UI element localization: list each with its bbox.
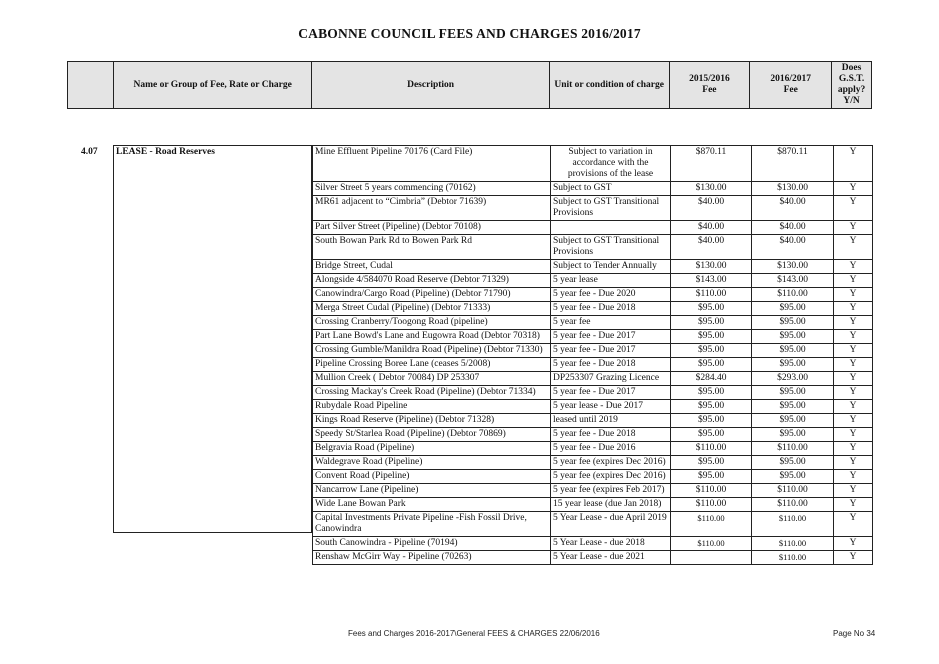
row-fee-prev: $95.00 <box>671 302 752 316</box>
row-unit: 5 year fee - Due 2017 <box>551 330 671 344</box>
table-row <box>313 182 873 196</box>
row-description: Crossing Gumble/Manildra Road (Pipeline) (Debtor 71330) <box>313 344 551 358</box>
table-row <box>313 537 873 551</box>
row-unit: 5 year fee - Due 2016 <box>551 442 671 456</box>
row-fee-prev: $143.00 <box>671 274 752 288</box>
table-row <box>313 344 873 358</box>
row-gst: Y <box>834 288 873 302</box>
row-fee-curr: $110.00 <box>752 537 834 551</box>
table-row <box>313 456 873 470</box>
row-description: Mine Effluent Pipeline 70176 (Card File) <box>313 146 551 182</box>
row-fee-prev: $870.11 <box>671 146 752 182</box>
row-fee-curr: $95.00 <box>752 302 834 316</box>
row-fee-curr: $95.00 <box>752 358 834 372</box>
row-unit: Subject to GST <box>551 182 671 196</box>
row-fee-prev: $95.00 <box>671 456 752 470</box>
row-description: Kings Road Reserve (Pipeline) (Debtor 71328) <box>313 414 551 428</box>
table-row <box>313 484 873 498</box>
row-gst: Y <box>834 414 873 428</box>
table-row <box>313 442 873 456</box>
row-fee-curr: $143.00 <box>752 274 834 288</box>
row-fee-prev: $95.00 <box>671 386 752 400</box>
row-unit: 15 year lease (due Jan 2018) <box>551 498 671 512</box>
row-fee-prev: $110.00 <box>671 498 752 512</box>
row-unit: 5 year fee - Due 2018 <box>551 358 671 372</box>
table-row <box>313 196 873 221</box>
row-unit: 5 Year Lease - due 2021 <box>551 551 671 565</box>
row-description: Mullion Creek ( Debtor 70084) DP 253307 <box>313 372 551 386</box>
row-gst: Y <box>834 537 873 551</box>
header-gst-label: Does G.S.T. apply? Y/N <box>837 63 866 106</box>
row-fee-prev: $95.00 <box>671 400 752 414</box>
row-fee-prev: $130.00 <box>671 260 752 274</box>
row-gst: Y <box>834 358 873 372</box>
row-fee-curr: $130.00 <box>752 182 834 196</box>
row-description: Silver Street 5 years commencing (70162) <box>313 182 551 196</box>
table-row <box>313 358 873 372</box>
table-row <box>313 386 873 400</box>
row-unit: 5 year fee (expires Dec 2016) <box>551 470 671 484</box>
row-gst: Y <box>834 182 873 196</box>
row-gst: Y <box>834 512 873 537</box>
row-unit: 5 year lease - Due 2017 <box>551 400 671 414</box>
row-description: Waldegrave Road (Pipeline) <box>313 456 551 470</box>
table-row <box>313 512 873 537</box>
row-fee-prev: $95.00 <box>671 330 752 344</box>
row-fee-prev: $110.00 <box>671 537 752 551</box>
footer-path: Fees and Charges 2016-2017\General FEES & CHARGES 22/06/2016 <box>348 629 600 638</box>
row-gst: Y <box>834 551 873 565</box>
section-number: 4.07 <box>81 147 98 157</box>
row-fee-curr: $95.00 <box>752 456 834 470</box>
row-description: Crossing Mackay's Creek Road (Pipeline) (Debtor 71334) <box>313 386 551 400</box>
row-gst: Y <box>834 274 873 288</box>
table-row <box>313 221 873 235</box>
table-row <box>313 330 873 344</box>
header-description-label: Description <box>407 79 455 90</box>
row-unit: 5 year fee (expires Feb 2017) <box>551 484 671 498</box>
row-fee-prev: $95.00 <box>671 428 752 442</box>
row-fee-curr: $95.00 <box>752 470 834 484</box>
row-gst: Y <box>834 221 873 235</box>
row-description: Pipeline Crossing Boree Lane (ceases 5/2008) <box>313 358 551 372</box>
row-unit: 5 year fee (expires Dec 2016) <box>551 456 671 470</box>
row-unit: 5 year lease <box>551 274 671 288</box>
row-gst: Y <box>834 386 873 400</box>
row-fee-prev: $95.00 <box>671 316 752 330</box>
table-row <box>313 146 873 182</box>
row-gst: Y <box>834 330 873 344</box>
header-unit <box>550 62 670 108</box>
table-row <box>313 428 873 442</box>
row-fee-curr: $110.00 <box>752 288 834 302</box>
table-row <box>313 372 873 386</box>
header-fee-prev-label: 2015/2016 Fee <box>689 74 730 95</box>
row-fee-curr: $95.00 <box>752 330 834 344</box>
row-unit: 5 Year Lease - due April 2019 <box>551 512 671 537</box>
row-gst: Y <box>834 484 873 498</box>
table-row <box>313 414 873 428</box>
row-fee-prev: $284.40 <box>671 372 752 386</box>
row-fee-curr: $95.00 <box>752 414 834 428</box>
row-fee-prev: $110.00 <box>671 288 752 302</box>
table-row <box>313 274 873 288</box>
row-gst: Y <box>834 146 873 182</box>
row-gst: Y <box>834 456 873 470</box>
row-unit <box>551 221 671 235</box>
row-description: Alongside 4/584070 Road Reserve (Debtor 71329) <box>313 274 551 288</box>
row-fee-curr: $95.00 <box>752 400 834 414</box>
row-fee-curr: $40.00 <box>752 196 834 221</box>
row-description: Convent Road (Pipeline) <box>313 470 551 484</box>
header-description <box>312 62 549 108</box>
header-fee-curr-label: 2016/2017 Fee <box>770 74 812 95</box>
row-description: Capital Investments Private Pipeline -Fish Fossil Drive, Canowindra <box>313 512 551 537</box>
row-fee-prev: $110.00 <box>671 512 752 537</box>
table-row <box>313 551 873 565</box>
row-gst: Y <box>834 196 873 221</box>
table-row <box>313 235 873 260</box>
header-name-label: Name or Group of Fee, Rate or Charge <box>133 79 292 90</box>
row-fee-curr: $95.00 <box>752 344 834 358</box>
row-fee-prev: $40.00 <box>671 235 752 260</box>
row-unit: Subject to Tender Annually <box>551 260 671 274</box>
row-gst: Y <box>834 498 873 512</box>
row-unit: Subject to GST Transitional Provisions <box>551 196 671 221</box>
row-fee-curr: $110.00 <box>752 512 834 537</box>
fees-table <box>312 145 873 565</box>
row-unit: 5 Year Lease - due 2018 <box>551 537 671 551</box>
row-description: Renshaw McGirr Way - Pipeline (70263) <box>313 551 551 565</box>
row-unit: 5 year fee - Due 2020 <box>551 288 671 302</box>
row-fee-prev <box>671 551 752 565</box>
row-fee-curr: $870.11 <box>752 146 834 182</box>
header-name <box>114 62 313 108</box>
page-number: Page No 34 <box>833 629 876 638</box>
table-row <box>313 288 873 302</box>
row-description: Crossing Cranberry/Toogong Road (pipeline) <box>313 316 551 330</box>
row-fee-curr: $95.00 <box>752 428 834 442</box>
row-fee-prev: $95.00 <box>671 358 752 372</box>
row-description: Part Silver Street (Pipeline) (Debtor 70108) <box>313 221 551 235</box>
table-row <box>313 470 873 484</box>
row-gst: Y <box>834 235 873 260</box>
row-description: Canowindra/Cargo Road (Pipeline) (Debtor 71790) <box>313 288 551 302</box>
table-header <box>67 61 872 109</box>
header-unit-label: Unit or condition of charge <box>554 79 664 90</box>
row-unit: 5 year fee - Due 2018 <box>551 302 671 316</box>
row-fee-prev: $95.00 <box>671 470 752 484</box>
row-fee-curr: $293.00 <box>752 372 834 386</box>
row-fee-curr: $110.00 <box>752 498 834 512</box>
row-description: Nancarrow Lane (Pipeline) <box>313 484 551 498</box>
row-fee-prev: $110.00 <box>671 442 752 456</box>
row-gst: Y <box>834 428 873 442</box>
row-description: Part Lane Bowd's Lane and Eugowra Road (Debtor 70318) <box>313 330 551 344</box>
row-fee-curr: $110.00 <box>752 551 834 565</box>
table-row <box>313 302 873 316</box>
row-gst: Y <box>834 400 873 414</box>
header-fee-curr <box>750 62 832 108</box>
row-gst: Y <box>834 344 873 358</box>
table-row <box>313 316 873 330</box>
row-unit: 5 year fee - Due 2017 <box>551 386 671 400</box>
row-description: South Bowan Park Rd to Bowen Park Rd <box>313 235 551 260</box>
row-description: Speedy St/Starlea Road (Pipeline) (Debtor 70869) <box>313 428 551 442</box>
table-row <box>313 260 873 274</box>
row-unit: 5 year fee <box>551 316 671 330</box>
row-fee-prev: $130.00 <box>671 182 752 196</box>
row-unit: leased until 2019 <box>551 414 671 428</box>
row-fee-curr: $130.00 <box>752 260 834 274</box>
row-fee-curr: $40.00 <box>752 221 834 235</box>
row-fee-prev: $95.00 <box>671 414 752 428</box>
row-description: Bridge Street, Cudal <box>313 260 551 274</box>
row-unit: Subject to GST Transitional Provisions <box>551 235 671 260</box>
row-gst: Y <box>834 372 873 386</box>
header-blank <box>68 62 114 108</box>
section-name-label: LEASE - Road Reserves <box>116 147 215 157</box>
row-fee-curr: $110.00 <box>752 484 834 498</box>
row-description: Wide Lane Bowan Park <box>313 498 551 512</box>
row-unit: DP253307 Grazing Licence <box>551 372 671 386</box>
row-fee-prev: $40.00 <box>671 221 752 235</box>
row-fee-curr: $95.00 <box>752 316 834 330</box>
row-fee-curr: $40.00 <box>752 235 834 260</box>
header-gst <box>832 62 871 108</box>
row-description: Rubydale Road Pipeline <box>313 400 551 414</box>
table-row <box>313 400 873 414</box>
row-unit: 5 year fee - Due 2017 <box>551 344 671 358</box>
table-row <box>313 498 873 512</box>
row-description: Belgravia Road (Pipeline) <box>313 442 551 456</box>
row-fee-prev: $40.00 <box>671 196 752 221</box>
row-fee-curr: $95.00 <box>752 386 834 400</box>
row-description: MR61 adjacent to “Cimbria” (Debtor 71639) <box>313 196 551 221</box>
row-fee-prev: $110.00 <box>671 484 752 498</box>
row-gst: Y <box>834 302 873 316</box>
section-name <box>113 145 312 533</box>
row-description: South Canowindra - Pipeline (70194) <box>313 537 551 551</box>
row-description: Merga Street Cudal (Pipeline) (Debtor 71333) <box>313 302 551 316</box>
row-unit: 5 year fee - Due 2018 <box>551 428 671 442</box>
header-fee-prev <box>670 62 751 108</box>
row-unit: Subject to variation in accordance with the provisions of the lease <box>551 146 671 182</box>
page-title: CABONNE COUNCIL FEES AND CHARGES 2016/2017 <box>298 26 641 41</box>
row-fee-prev: $95.00 <box>671 344 752 358</box>
row-gst: Y <box>834 316 873 330</box>
row-fee-curr: $110.00 <box>752 442 834 456</box>
row-gst: Y <box>834 470 873 484</box>
fees-table-body <box>313 146 873 565</box>
row-gst: Y <box>834 442 873 456</box>
row-gst: Y <box>834 260 873 274</box>
